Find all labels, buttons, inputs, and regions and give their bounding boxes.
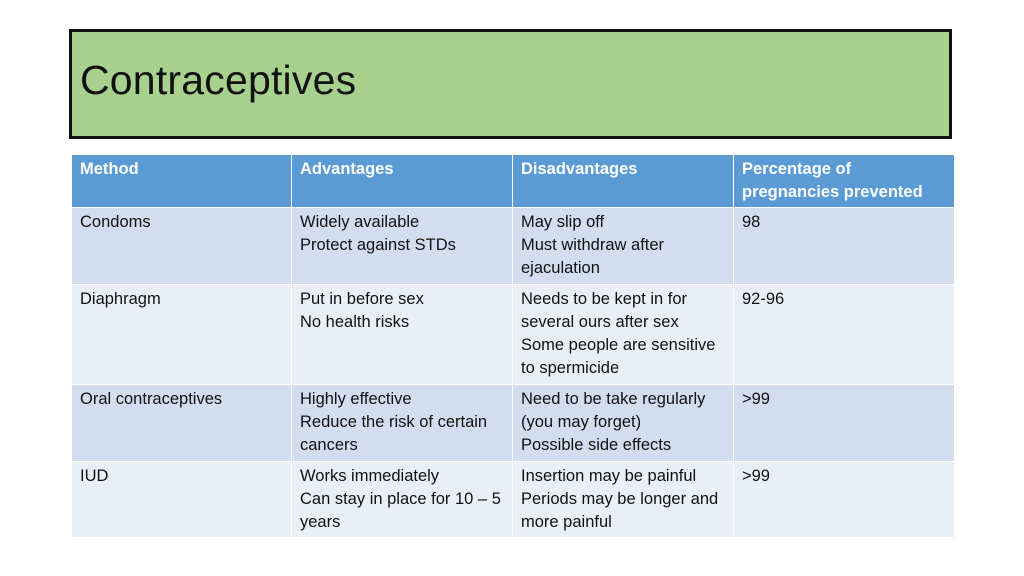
disadvantage-line: Must withdraw after ejaculation bbox=[521, 236, 665, 277]
slide-title: Contraceptives bbox=[80, 57, 357, 103]
table-row bbox=[72, 462, 955, 538]
disadvantage-line: Insertion may be painful bbox=[521, 467, 697, 485]
cell-percentage: 92-96 bbox=[734, 285, 955, 385]
cell-percentage: >99 bbox=[734, 385, 955, 462]
cell-percentage: 98 bbox=[734, 208, 955, 285]
cell-advantages bbox=[292, 385, 513, 462]
cell-percentage: >99 bbox=[734, 462, 955, 538]
advantage-line: Reduce the risk of certain cancers bbox=[300, 413, 488, 454]
advantage-line: Can stay in place for 10 – 5 years bbox=[300, 490, 501, 531]
table-header-row bbox=[72, 155, 955, 208]
header-advantages: Advantages bbox=[292, 155, 513, 208]
disadvantage-line: Need to be take regularly (you may forget) bbox=[521, 390, 706, 431]
cell-method: Condoms bbox=[72, 208, 292, 285]
header-disadvantages: Disadvantages bbox=[513, 155, 734, 208]
disadvantage-line: May slip off bbox=[521, 213, 605, 231]
advantage-line: Highly effective bbox=[300, 390, 412, 408]
cell-method: Diaphragm bbox=[72, 285, 292, 385]
header-method: Method bbox=[72, 155, 292, 208]
cell-advantages bbox=[292, 285, 513, 385]
contraceptives-table bbox=[71, 154, 955, 538]
cell-advantages bbox=[292, 462, 513, 538]
cell-advantages bbox=[292, 208, 513, 285]
cell-disadvantages bbox=[513, 462, 734, 538]
cell-method: Oral contraceptives bbox=[72, 385, 292, 462]
table-row bbox=[72, 285, 955, 385]
table-row bbox=[72, 385, 955, 462]
title-box bbox=[69, 29, 952, 139]
advantage-line: Widely available bbox=[300, 213, 420, 231]
advantage-line: Protect against STDs bbox=[300, 236, 456, 254]
advantage-line: No health risks bbox=[300, 313, 410, 331]
cell-disadvantages bbox=[513, 208, 734, 285]
cell-disadvantages bbox=[513, 385, 734, 462]
cell-disadvantages bbox=[513, 285, 734, 385]
table-row bbox=[72, 208, 955, 285]
disadvantage-line: Needs to be kept in for several ours after sex bbox=[521, 290, 688, 331]
disadvantage-line: Some people are sensitive to spermicide bbox=[521, 336, 716, 377]
advantage-line: Works immediately bbox=[300, 467, 440, 485]
disadvantage-line: Possible side effects bbox=[521, 436, 672, 454]
cell-method: IUD bbox=[72, 462, 292, 538]
advantage-line: Put in before sex bbox=[300, 290, 424, 308]
header-percentage: Percentage of pregnancies prevented bbox=[734, 155, 955, 208]
disadvantage-line: Periods may be longer and more painful bbox=[521, 490, 719, 531]
